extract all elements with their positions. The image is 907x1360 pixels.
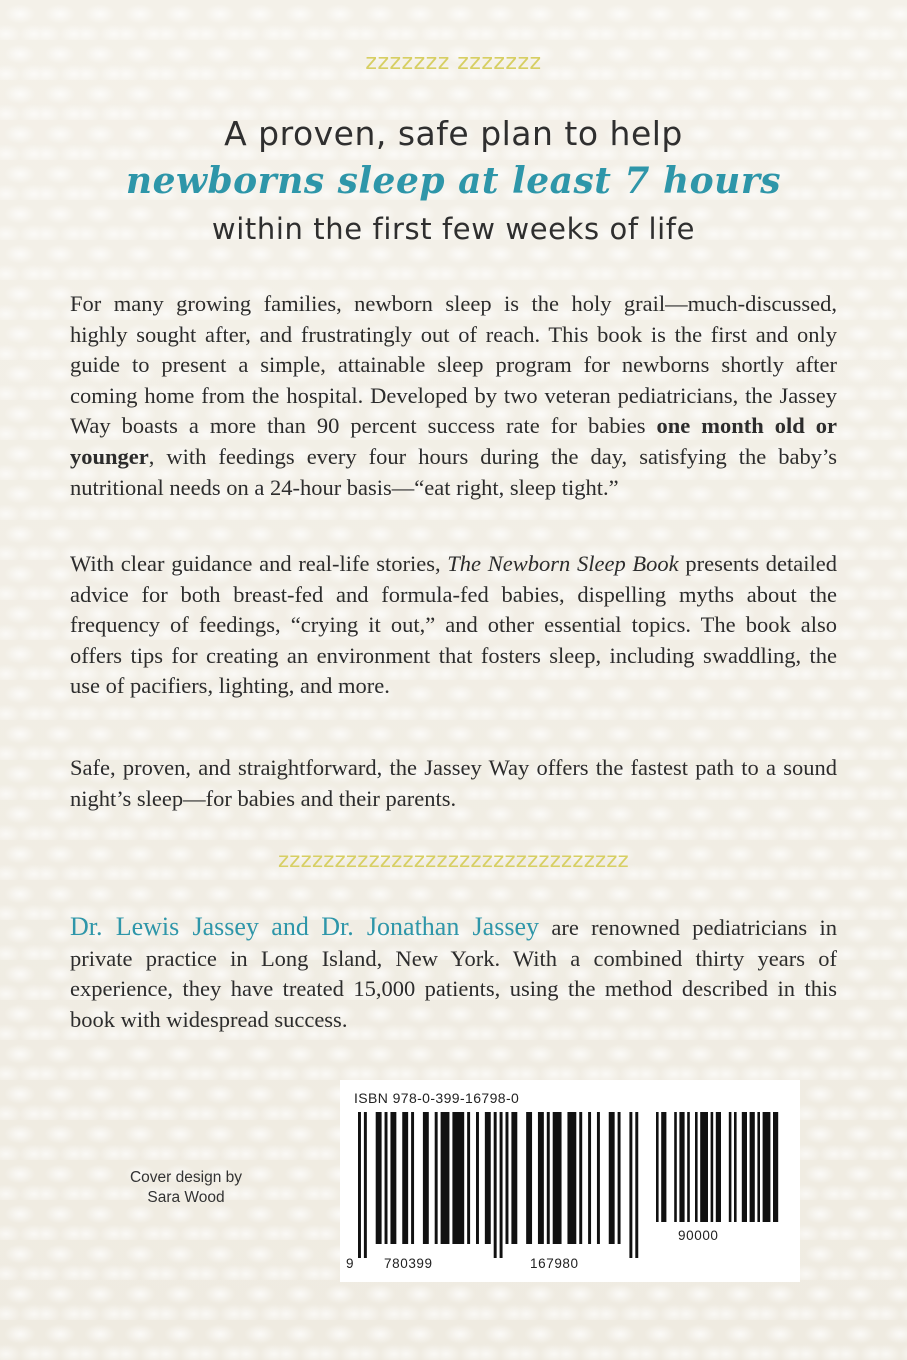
- headline-line-1: A proven, safe plan to help: [224, 114, 683, 153]
- barcode-bar: [773, 1112, 778, 1222]
- barcode-bar: [547, 1112, 550, 1244]
- barcode-bar: [711, 1112, 714, 1222]
- p1-text-a: For many growing families, newborn sleep is the holy grail—much-discussed, highly sought after, and frustratingly out of reach. This book is the first and only guide to present a simple, attainable sleep program for newborns shortly after coming home from the hospital. Developed by two veteran pediatricians, the Jassey Way boasts a more than 90 percent success rate for babies: [70, 291, 837, 439]
- barcode-panel: [340, 1080, 800, 1282]
- barcode-bar: [687, 1112, 690, 1222]
- barcode-bar: [467, 1112, 470, 1244]
- barcode-addon-digits: 90000: [678, 1228, 719, 1243]
- barcode-bar: [390, 1112, 396, 1244]
- barcode-bar: [506, 1112, 509, 1244]
- barcode-bar: [674, 1112, 677, 1222]
- barcode-bar: [553, 1112, 562, 1244]
- barcode-bar: [376, 1112, 382, 1244]
- barcode-bar: [695, 1112, 698, 1222]
- barcode-bar: [734, 1112, 737, 1222]
- barcode-bar: [661, 1112, 666, 1222]
- author-conjunction: and: [271, 912, 309, 941]
- barcode-bar: [716, 1112, 721, 1222]
- barcode-bar: [423, 1112, 429, 1244]
- barcode-bar: [500, 1112, 503, 1258]
- barcode-bar: [411, 1112, 414, 1244]
- barcode-bar: [629, 1112, 632, 1258]
- barcode-bar: [435, 1112, 438, 1244]
- barcode-bar: [567, 1112, 576, 1244]
- barcode-bar: [700, 1112, 708, 1222]
- barcode-bar: [538, 1112, 544, 1244]
- barcode-bar: [526, 1112, 532, 1244]
- barcode-left-digits: 780399: [384, 1256, 433, 1271]
- p2-text-b: presents detailed advice for both breast-fed and formula-fed babies, dispelling myths about the frequency of feedings, “crying it out,” and other essential topics. The book also offers tips for creating an environment that fosters sleep, including swaddling, the use of pacifiers, lighting, and more.: [70, 551, 837, 699]
- barcode-lead-digit: 9: [346, 1256, 355, 1271]
- middle-z-divider: zzzzzzzzzzzzzzzzzzzzzzzzzzzzzzz: [277, 848, 629, 872]
- author-bio-text: are renowned pediatricians in private practice in Long Island, New York. With a combined thirty years of experience, they have treated 15,000 patients, using the method described in this book with widespread success.: [70, 915, 838, 1032]
- price-addon-barcode: [656, 1112, 780, 1224]
- cover-credit-line-2: Sara Wood: [147, 1189, 225, 1206]
- description-paragraph-3: Safe, proven, and straightforward, the Jassey Way offers the fastest path to a sound night’s sleep—for babies and their parents.: [70, 755, 837, 811]
- barcode-bar: [364, 1112, 367, 1258]
- barcode-bar: [750, 1112, 755, 1222]
- barcode-bar: [579, 1112, 582, 1244]
- barcode-bar: [358, 1112, 361, 1258]
- barcode-bar: [452, 1112, 464, 1244]
- barcode-bar: [656, 1112, 659, 1222]
- headline-line-2: newborns sleep at least 7 hours: [125, 160, 782, 202]
- barcode-bar: [763, 1112, 771, 1222]
- cover-credit: [96, 1168, 276, 1208]
- p1-bold-phrase: one month old or younger: [70, 413, 837, 469]
- p1-text-b: , with feedings every four hours during the day, satisfying the baby’s nutritional needs on a 24-hour basis—“eat right, sleep tight.”: [70, 443, 837, 500]
- description-paragraph-1: [70, 289, 837, 503]
- headline-line-3: within the first few weeks of life: [211, 212, 696, 246]
- barcode-bar: [635, 1112, 638, 1258]
- barcode-bar: [757, 1112, 760, 1222]
- description-paragraph-2: [70, 549, 837, 702]
- author-bio: [70, 912, 837, 1035]
- barcode-bar: [729, 1112, 732, 1222]
- barcode-bar: [385, 1112, 388, 1244]
- p2-book-title: The Newborn Sleep Book: [447, 551, 679, 576]
- isbn-barcode: [358, 1112, 648, 1262]
- isbn-label: ISBN 978-0-399-16798-0: [354, 1090, 520, 1106]
- barcode-bar: [441, 1112, 450, 1244]
- barcode-bar: [402, 1112, 408, 1244]
- top-z-decoration: zzzzzzz zzzzzzz: [365, 50, 542, 75]
- author-1-name: Dr. Lewis Jassey: [70, 912, 259, 941]
- barcode-bar: [494, 1112, 497, 1258]
- barcode-bar: [597, 1112, 600, 1244]
- author-2-name: Dr. Jonathan Jassey: [321, 912, 539, 941]
- barcode-bar: [609, 1112, 615, 1244]
- p2-text-a: With clear guidance and real-life stories,: [70, 551, 448, 576]
- barcode-bar: [485, 1112, 491, 1244]
- barcode-bar: [618, 1112, 621, 1244]
- barcode-bar: [679, 1112, 684, 1222]
- barcode-bar: [511, 1112, 517, 1244]
- barcode-bar: [742, 1112, 747, 1222]
- barcode-right-digits: 167980: [530, 1256, 579, 1271]
- barcode-bar: [588, 1112, 591, 1244]
- cover-credit-line-1: Cover design by: [129, 1169, 242, 1186]
- barcode-bar: [476, 1112, 479, 1244]
